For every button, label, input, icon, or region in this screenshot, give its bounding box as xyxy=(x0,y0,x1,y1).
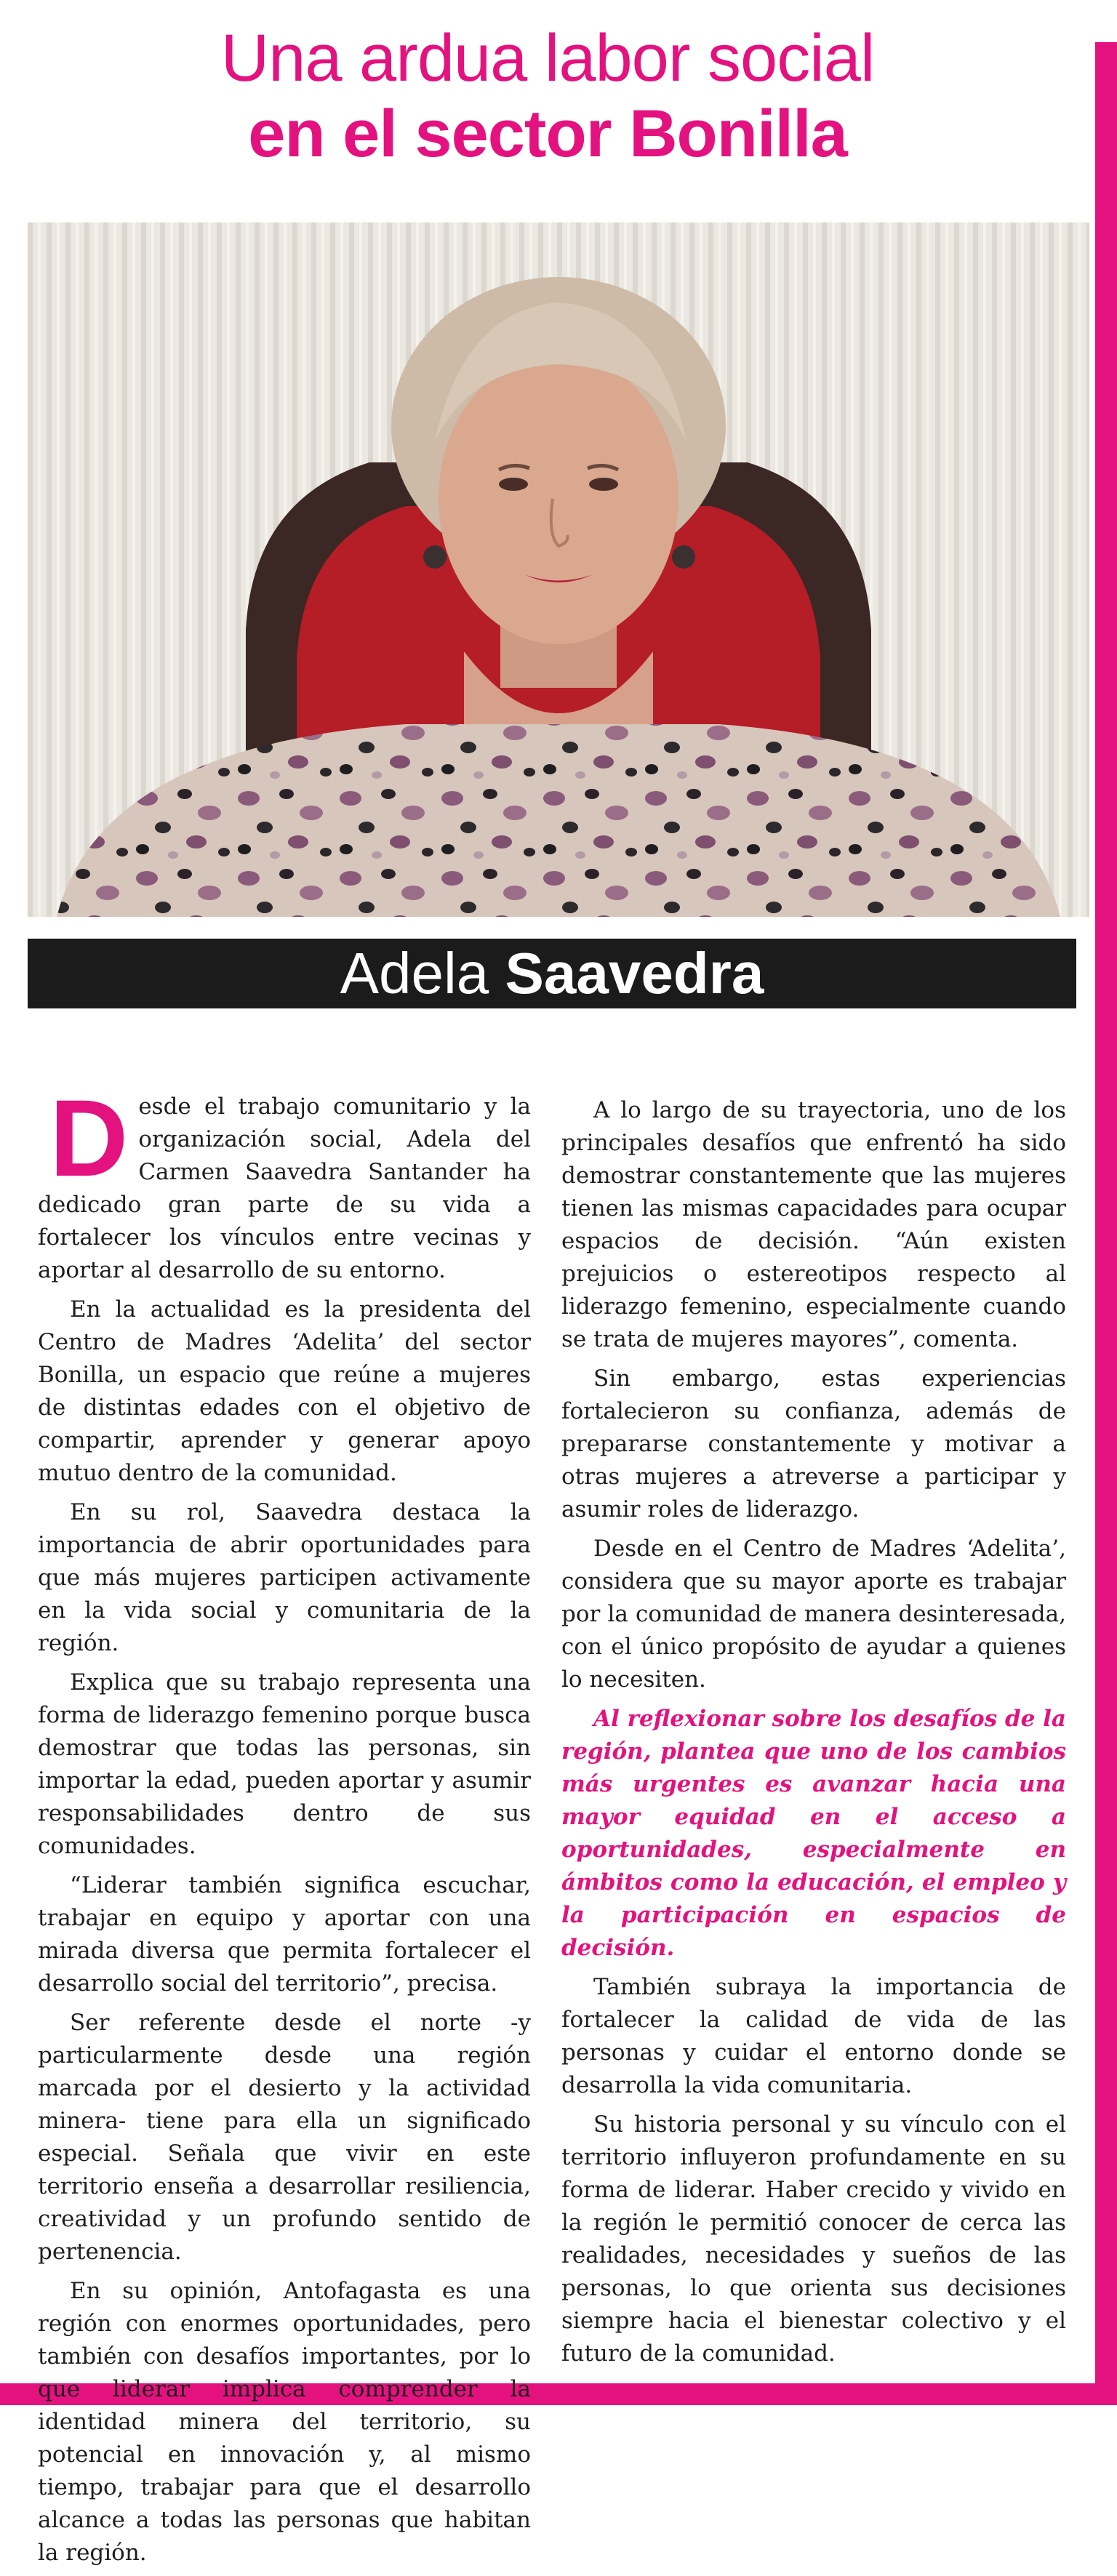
portrait-photo xyxy=(28,222,1089,917)
article-paragraph: Sin embargo, estas experiencias fortalecieron su confianza, además de prepararse constantemente y motivar a otras mujeres a atreverse a participar y asumir roles de liderazgo. xyxy=(561,1365,1066,1522)
article-paragraph: En su opinión, Antofagasta es una región con enormes oportunidades, pero también con desafíos importantes, por lo que liderar implica comprender la identidad minera del territorio, su potencial en innovación y, al mismo tiempo, trabajar para que el desarrollo alcance a todas las personas que habitan la región. xyxy=(38,2278,531,2566)
drop-cap: D xyxy=(49,1077,129,1199)
article-paragraph: Su historia personal y su vínculo con el territorio influyeron profundamente en su forma de liderar. Haber crecido y vivido en la región le permitió conocer de cerca las realidades, necesidades y sueños de las personas, lo que orienta sus decisiones siempre hacia el bienestar colectivo y el futuro de la comunidad. xyxy=(561,2111,1066,2367)
name-banner xyxy=(28,939,1076,1008)
article-paragraph: Explica que su trabajo representa una forma de liderazgo femenino porque busca demostrar que todas las personas, sin importar la edad, pueden aportar y asumir responsabilidades dentro de sus comunidades. xyxy=(38,1669,531,1859)
article-paragraph: “Liderar también significa escuchar, trabajar en equipo y aportar con una mirada diversa que permita fortalecer el desarrollo social del territorio”, precisa. xyxy=(38,1872,531,1997)
article-paragraph: A lo largo de su trayectoria, uno de los principales desafíos que enfrentó ha sido demostrar constantemente que las mujeres tienen las mismas capacidades para ocupar espacios de decisión. “Aún existen prejuicios o estereotipos respecto al liderazgo femenino, especialmente cuando se trata de mujeres mayores”, comenta. xyxy=(561,1097,1066,1352)
article-paragraph: Desde en el Centro de Madres ‘Adelita’, considera que su mayor aporte es trabajar por la comunidad de manera desinteresada, con el único propósito de ayudar a quienes lo necesiten. xyxy=(561,1536,1066,1693)
article-paragraph: También subraya la importancia de fortalecer la calidad de vida de las personas y cuidar el entorno donde se desarrolla la vida comunitaria. xyxy=(561,1974,1066,2098)
pull-quote: Al reflexionar sobre los desafíos de la región, plantea que uno de los cambios más urgentes es avanzar hacia una mayor equidad en el acceso a oportunidades, especialmente en ámbitos como la educación, el empleo y la participación en espacios de decisión. xyxy=(561,1706,1067,1961)
article-paragraph: Ser referente desde el norte -y particularmente desde una región marcada por el desierto y la actividad minera- tiene para ella un significado especial. Señala que vivir en este territorio enseña a desarrollar resiliencia, creatividad y un profundo sentido de pertenencia. xyxy=(38,2010,531,2265)
article-paragraph: En su rol, Saavedra destaca la importancia de abrir oportunidades para que más mujeres participen activamente en la vida social y comunitaria de la región. xyxy=(38,1499,531,1656)
portrait-illustration xyxy=(28,222,1089,917)
paragraph-text: esde el trabajo comunitario y la organización social, Adela del Carmen Saavedra Santander ha dedicado gran parte de su vida a fortalecer los vínculos entre vecinas y aportar al desarrollo de su entorno. xyxy=(38,1094,531,1283)
article-paragraph xyxy=(38,1077,531,1287)
accent-rule-right xyxy=(1095,42,1117,2405)
name-first: Adela xyxy=(340,941,489,1006)
headline-line-1: Una ardua labor social xyxy=(220,21,875,95)
article-column-right xyxy=(561,1094,1066,2377)
headline-line-2: en el sector Bonilla xyxy=(248,97,847,171)
article-column-left xyxy=(38,1077,531,2576)
name-last: Saavedra xyxy=(505,941,764,1006)
headline xyxy=(0,20,1095,172)
article-paragraph: En la actualidad es la presidenta del Centro de Madres ‘Adelita’ del sector Bonilla, un espacio que reúne a mujeres de distintas edades con el objetivo de compartir, aprender y generar apoyo mutuo dentro de la comunidad. xyxy=(38,1296,531,1486)
